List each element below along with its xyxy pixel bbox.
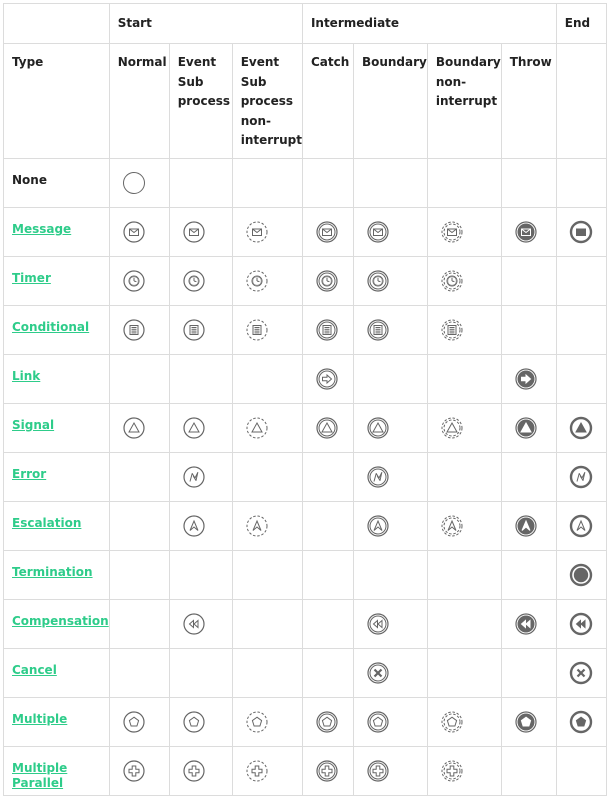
- event-cell: [232, 306, 302, 355]
- row-label-cell: [4, 502, 110, 551]
- event-type-link[interactable]: Compensation: [12, 614, 109, 628]
- message-event-icon: [569, 220, 606, 247]
- message-event-icon: [366, 220, 427, 247]
- event-cell: [501, 257, 556, 306]
- event-cell: [427, 208, 501, 257]
- table-row: [4, 159, 607, 208]
- event-cell: [556, 551, 606, 600]
- row-label-cell: [4, 453, 110, 502]
- header-group-row: [4, 4, 607, 44]
- event-type-link[interactable]: Signal: [12, 418, 55, 432]
- event-cell: [109, 502, 169, 551]
- message-event-icon: [315, 220, 353, 247]
- header-intermediate: Intermediate: [302, 4, 556, 44]
- signal-event-icon: [245, 416, 302, 443]
- multiple-event-icon: [122, 710, 169, 737]
- event-type-link[interactable]: Conditional: [12, 320, 90, 334]
- event-cell: [109, 600, 169, 649]
- event-cell: [556, 257, 606, 306]
- header-boundary-non-interrupt: Boundary non-interrupt: [427, 44, 501, 159]
- link-event-icon: [514, 367, 556, 394]
- event-cell: [556, 404, 606, 453]
- table-body: [4, 159, 607, 796]
- event-cell: [556, 747, 606, 796]
- event-cell: [232, 355, 302, 404]
- event-cell: [353, 453, 427, 502]
- message-event-icon: [245, 220, 302, 247]
- event-cell: [302, 257, 353, 306]
- event-cell: [427, 306, 501, 355]
- event-cell: [556, 698, 606, 747]
- table-row: [4, 747, 607, 796]
- table-row: [4, 306, 607, 355]
- signal-event-icon: [366, 416, 427, 443]
- table-row: [4, 502, 607, 551]
- event-cell: [556, 453, 606, 502]
- header-end: End: [556, 4, 606, 44]
- header-event-sub-process: Event Sub process: [169, 44, 232, 159]
- event-type-link[interactable]: Link: [12, 369, 41, 383]
- table-row: [4, 404, 607, 453]
- termination-event-icon: [569, 563, 606, 590]
- event-cell: [501, 208, 556, 257]
- event-cell: [169, 159, 232, 208]
- event-cell: [427, 453, 501, 502]
- event-cell: [556, 159, 606, 208]
- event-cell: [353, 551, 427, 600]
- row-label-cell: [4, 698, 110, 747]
- event-cell: [302, 159, 353, 208]
- multiple-event-icon: [569, 710, 606, 737]
- event-cell: [302, 600, 353, 649]
- compensation-event-icon: [569, 612, 606, 639]
- event-cell: [353, 649, 427, 698]
- event-cell: [501, 502, 556, 551]
- error-event-icon: [569, 465, 606, 492]
- cancel-event-icon: [366, 661, 427, 688]
- timer-event-icon: [366, 269, 427, 296]
- header-catch: Catch: [302, 44, 353, 159]
- event-type-link[interactable]: Termination: [12, 565, 93, 579]
- multiple-event-icon: [182, 710, 232, 737]
- conditional-event-icon: [122, 318, 169, 345]
- event-cell: [232, 551, 302, 600]
- event-cell: [556, 600, 606, 649]
- event-cell: [232, 747, 302, 796]
- event-cell: [169, 306, 232, 355]
- compensation-event-icon: [514, 612, 556, 639]
- message-event-icon: [440, 220, 501, 247]
- compensation-event-icon: [182, 612, 232, 639]
- event-cell: [427, 747, 501, 796]
- event-cell: [302, 355, 353, 404]
- row-label-cell: [4, 404, 110, 453]
- signal-event-icon: [440, 416, 501, 443]
- error-event-icon: [182, 465, 232, 492]
- event-cell: [169, 698, 232, 747]
- event-cell: [556, 502, 606, 551]
- event-cell: [353, 502, 427, 551]
- signal-event-icon: [315, 416, 353, 443]
- header-empty-cell: [4, 4, 110, 44]
- event-type-link[interactable]: Message: [12, 222, 72, 236]
- table-row: [4, 551, 607, 600]
- header-boundary: Boundary: [353, 44, 427, 159]
- event-cell: [427, 404, 501, 453]
- event-cell: [427, 257, 501, 306]
- event-cell: [353, 404, 427, 453]
- event-cell: [353, 257, 427, 306]
- event-cell: [501, 698, 556, 747]
- event-cell: [302, 551, 353, 600]
- event-cell: [353, 159, 427, 208]
- event-cell: [109, 159, 169, 208]
- timer-event-icon: [440, 269, 501, 296]
- conditional-event-icon: [440, 318, 501, 345]
- table-row: [4, 453, 607, 502]
- event-cell: [302, 649, 353, 698]
- event-type-link[interactable]: Timer: [12, 271, 51, 285]
- timer-event-icon: [315, 269, 353, 296]
- table-row: [4, 208, 607, 257]
- multiple-event-icon: [440, 710, 501, 737]
- event-cell: [353, 600, 427, 649]
- event-cell: [427, 355, 501, 404]
- row-label-cell: [4, 649, 110, 698]
- message-event-icon: [182, 220, 232, 247]
- event-cell: [169, 600, 232, 649]
- event-cell: [556, 208, 606, 257]
- row-label-cell: [4, 355, 110, 404]
- escalation-event-icon: [245, 514, 302, 541]
- event-cell: [501, 159, 556, 208]
- event-cell: [556, 306, 606, 355]
- event-type-link[interactable]: Escalation: [12, 516, 82, 530]
- event-cell: [501, 306, 556, 355]
- event-cell: [353, 306, 427, 355]
- conditional-event-icon: [182, 318, 232, 345]
- signal-event-icon: [569, 416, 606, 443]
- event-cell: [232, 159, 302, 208]
- header-end-empty: [556, 44, 606, 159]
- event-cell: [109, 551, 169, 600]
- event-cell: [169, 404, 232, 453]
- header-column-row: [4, 44, 607, 159]
- event-cell: [232, 404, 302, 453]
- escalation-event-icon: [514, 514, 556, 541]
- event-cell: [302, 208, 353, 257]
- timer-event-icon: [245, 269, 302, 296]
- row-label-cell: [4, 600, 110, 649]
- event-type-link[interactable]: Error: [12, 467, 47, 481]
- event-cell: [169, 551, 232, 600]
- table-row: [4, 649, 607, 698]
- multiple-event-icon: [514, 710, 556, 737]
- event-cell: [232, 600, 302, 649]
- multiple-parallel-event-icon: [122, 759, 169, 786]
- bpmn-event-table: [3, 3, 607, 796]
- event-type-link[interactable]: Multiple Parallel: [12, 761, 68, 790]
- escalation-event-icon: [366, 514, 427, 541]
- event-cell: [232, 698, 302, 747]
- multiple-parallel-event-icon: [245, 759, 302, 786]
- escalation-event-icon: [440, 514, 501, 541]
- event-cell: [109, 355, 169, 404]
- event-cell: [302, 747, 353, 796]
- table-row: [4, 698, 607, 747]
- row-label-cell: [4, 306, 110, 355]
- event-cell: [302, 306, 353, 355]
- event-type-link[interactable]: Cancel: [12, 663, 57, 677]
- event-cell: [302, 453, 353, 502]
- header-start: Start: [109, 4, 302, 44]
- event-cell: [353, 355, 427, 404]
- row-label-cell: [4, 551, 110, 600]
- event-cell: [501, 355, 556, 404]
- event-cell: [109, 208, 169, 257]
- row-label-cell: [4, 747, 110, 796]
- signal-event-icon: [122, 416, 169, 443]
- none-event-icon: [122, 171, 169, 198]
- event-cell: [232, 502, 302, 551]
- table-row: [4, 355, 607, 404]
- header-event-sub-process-non-interrupt: Event Sub process non-interrupt: [232, 44, 302, 159]
- event-cell: [427, 551, 501, 600]
- multiple-event-icon: [315, 710, 353, 737]
- event-cell: [109, 698, 169, 747]
- message-event-icon: [514, 220, 556, 247]
- compensation-event-icon: [366, 612, 427, 639]
- signal-event-icon: [514, 416, 556, 443]
- row-label-cell: [4, 257, 110, 306]
- event-cell: [501, 649, 556, 698]
- event-cell: [169, 257, 232, 306]
- signal-event-icon: [182, 416, 232, 443]
- event-type-label: None: [12, 173, 47, 187]
- table-row: [4, 257, 607, 306]
- cancel-event-icon: [569, 661, 606, 688]
- event-cell: [556, 355, 606, 404]
- event-cell: [353, 698, 427, 747]
- event-cell: [501, 404, 556, 453]
- event-cell: [427, 649, 501, 698]
- event-cell: [501, 600, 556, 649]
- event-cell: [109, 306, 169, 355]
- conditional-event-icon: [315, 318, 353, 345]
- header-normal: Normal: [109, 44, 169, 159]
- header-throw: Throw: [501, 44, 556, 159]
- escalation-event-icon: [182, 514, 232, 541]
- event-cell: [353, 208, 427, 257]
- event-cell: [109, 257, 169, 306]
- conditional-event-icon: [366, 318, 427, 345]
- event-cell: [232, 208, 302, 257]
- event-cell: [232, 453, 302, 502]
- row-label-cell: [4, 208, 110, 257]
- event-cell: [169, 355, 232, 404]
- event-cell: [232, 257, 302, 306]
- table-row: [4, 600, 607, 649]
- multiple-event-icon: [366, 710, 427, 737]
- event-cell: [501, 453, 556, 502]
- multiple-parallel-event-icon: [366, 759, 427, 786]
- event-cell: [109, 747, 169, 796]
- event-cell: [109, 404, 169, 453]
- event-cell: [302, 502, 353, 551]
- event-cell: [169, 747, 232, 796]
- event-cell: [556, 649, 606, 698]
- event-cell: [427, 698, 501, 747]
- event-cell: [109, 649, 169, 698]
- link-event-icon: [315, 367, 353, 394]
- event-cell: [109, 453, 169, 502]
- event-cell: [427, 502, 501, 551]
- event-cell: [353, 747, 427, 796]
- message-event-icon: [122, 220, 169, 247]
- timer-event-icon: [182, 269, 232, 296]
- escalation-event-icon: [569, 514, 606, 541]
- event-cell: [232, 649, 302, 698]
- timer-event-icon: [122, 269, 169, 296]
- event-cell: [302, 404, 353, 453]
- event-cell: [169, 649, 232, 698]
- event-cell: [501, 551, 556, 600]
- event-cell: [169, 453, 232, 502]
- error-event-icon: [366, 465, 427, 492]
- event-cell: [427, 600, 501, 649]
- multiple-parallel-event-icon: [440, 759, 501, 786]
- conditional-event-icon: [245, 318, 302, 345]
- event-cell: [501, 747, 556, 796]
- event-type-link[interactable]: Multiple: [12, 712, 68, 726]
- event-cell: [427, 159, 501, 208]
- row-label-cell: [4, 159, 110, 208]
- multiple-parallel-event-icon: [182, 759, 232, 786]
- multiple-event-icon: [245, 710, 302, 737]
- multiple-parallel-event-icon: [315, 759, 353, 786]
- header-type: Type: [4, 44, 110, 159]
- event-cell: [302, 698, 353, 747]
- event-cell: [169, 208, 232, 257]
- event-cell: [169, 502, 232, 551]
